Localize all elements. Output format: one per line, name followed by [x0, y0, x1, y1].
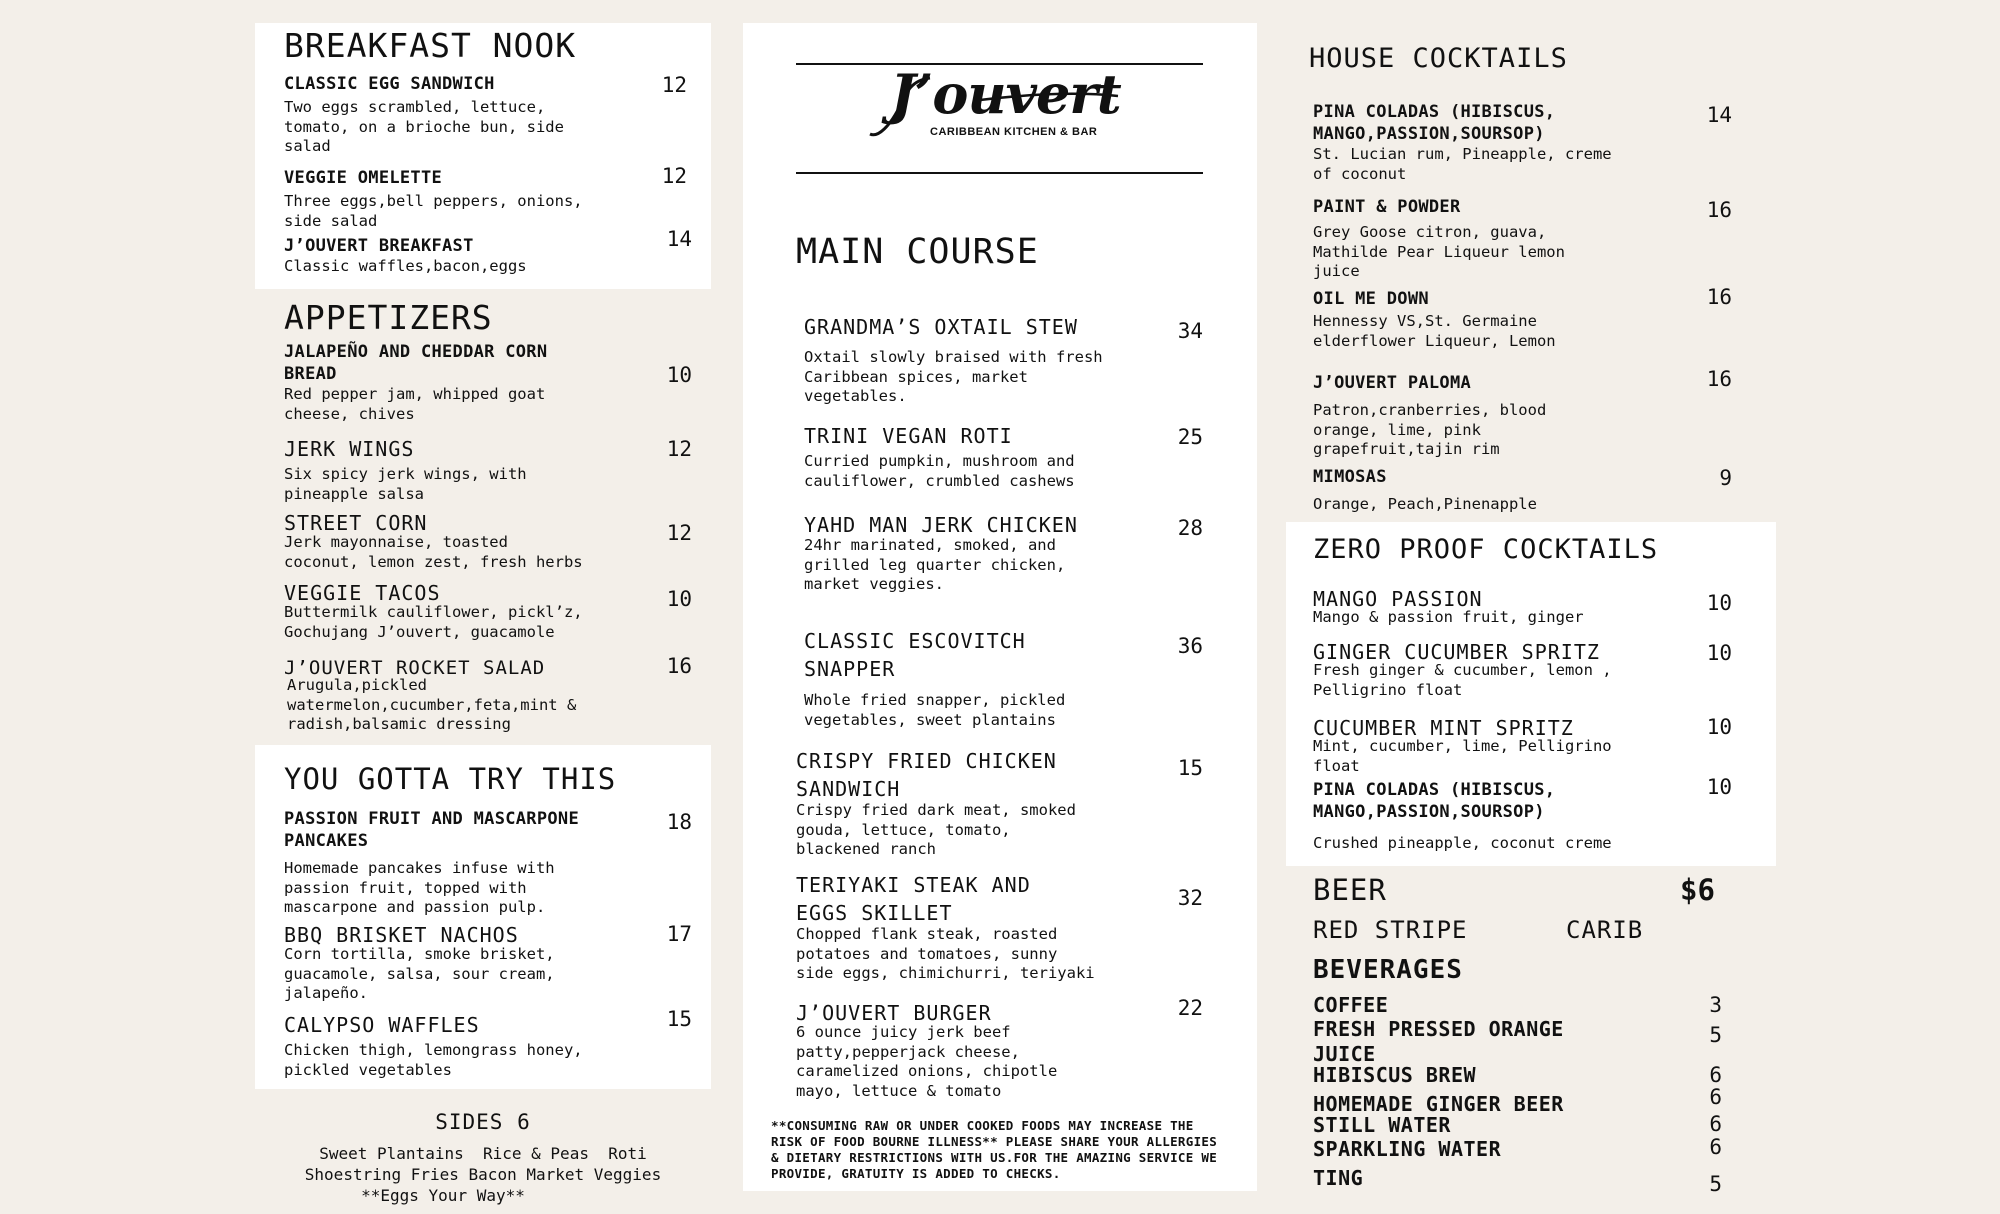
item-desc: Grey Goose citron, guava, Mathilde Pear Liqueur lemon juice [1313, 223, 1565, 280]
item-price: 18 [666, 810, 692, 834]
sides-line: **Eggs Your Way** [361, 1186, 525, 1205]
menu-item [1313, 639, 1633, 700]
item-desc: Six spicy jerk wings, with pineapple salsa [284, 465, 527, 503]
item-name: TRINI VEGAN ROTI [804, 424, 1013, 448]
item-name: OIL ME DOWN [1313, 289, 1429, 309]
menu-item [284, 235, 584, 277]
beverage-price: 6 [1709, 1085, 1722, 1109]
item-name: VEGGIE TACOS [284, 581, 441, 605]
menu-item [284, 510, 584, 572]
item-price: 16 [1706, 198, 1732, 222]
menu-item [1313, 466, 1613, 515]
item-name: MIMOSAS [1313, 467, 1387, 487]
item-price: 16 [1706, 285, 1732, 309]
item-price: 10 [1706, 591, 1732, 615]
beer-brand: RED STRIPE [1313, 916, 1468, 944]
beverage-name: STILL WATER [1313, 1113, 1451, 1137]
menu-item [284, 1012, 584, 1080]
item-desc: 24hr marinated, smoked, and grilled leg quarter chicken, market veggies. [804, 536, 1066, 593]
item-name: TERIYAKI STEAK AND EGGS SKILLET [796, 873, 1031, 925]
beer-title: BEER [1313, 873, 1387, 907]
item-desc: Orange, Peach,Pinenapple [1313, 495, 1537, 513]
item-price: 12 [661, 164, 687, 188]
item-price: 22 [1177, 996, 1203, 1020]
item-price: 25 [1177, 425, 1203, 449]
menu-item [804, 423, 1104, 491]
sides-line: Shoestring Fries Bacon Market Veggies [304, 1165, 662, 1184]
menu-item [1313, 372, 1573, 460]
item-desc: Patron,cranberries, blood orange, lime, pink grapefruit,tajin rim [1313, 401, 1547, 458]
item-desc: Mint, cucumber, lime, Pelligrino float [1313, 737, 1612, 775]
beverage-name: SPARKLING WATER [1313, 1137, 1502, 1161]
menu-item [1313, 779, 1613, 854]
item-price: 14 [666, 227, 692, 251]
item-price: 14 [1706, 103, 1732, 127]
menu-item [284, 655, 584, 735]
house-cocktails-title: HOUSE COCKTAILS [1309, 43, 1568, 74]
item-price: 32 [1177, 886, 1203, 910]
menu-item [284, 922, 584, 1004]
item-price: 36 [1177, 634, 1203, 658]
item-price: 12 [666, 521, 692, 545]
item-desc: Crushed pineapple, coconut creme [1313, 834, 1612, 852]
menu-item [284, 341, 574, 424]
item-price: 16 [666, 654, 692, 678]
item-name: CUCUMBER MINT SPRITZ [1313, 716, 1574, 740]
item-desc: Red pepper jam, whipped goat cheese, chives [284, 385, 546, 423]
item-price: 10 [1706, 715, 1732, 739]
item-price: 10 [666, 363, 692, 387]
item-name: PINA COLADAS (HIBISCUS, MANGO,PASSION,SOURSOP) [1313, 102, 1556, 144]
beverage-price: 3 [1709, 993, 1722, 1017]
item-name: MANGO PASSION [1313, 587, 1483, 611]
item-desc: Corn tortilla, smoke brisket, guacamole, salsa, sour cream, jalapeño. [284, 945, 555, 1002]
menu-item [1313, 715, 1613, 776]
item-name: CALYPSO WAFFLES [284, 1013, 480, 1037]
beverage-name: HIBISCUS BREW [1313, 1063, 1477, 1087]
main-course-title: MAIN COURSE [796, 232, 1039, 272]
item-price: 9 [1719, 466, 1732, 490]
sides-line: Sweet Plantains Rice & Peas Roti [319, 1144, 647, 1163]
menu-item [1313, 101, 1613, 184]
menu-item [1313, 288, 1573, 351]
item-desc: Crispy fried dark meat, smoked gouda, lettuce, tomato, blackened ranch [796, 801, 1076, 858]
beverage-name: JUICE [1313, 1042, 1376, 1066]
item-price: 12 [666, 437, 692, 461]
item-name: PASSION FRUIT AND MASCARPONE PANCAKES [284, 809, 579, 851]
logo-rule-bottom [796, 172, 1203, 174]
menu-item [1313, 196, 1613, 282]
beer-price: $6 [1680, 873, 1715, 907]
item-price: 28 [1177, 516, 1203, 540]
item-desc: Curried pumpkin, mushroom and cauliflower, crumbled cashews [804, 452, 1075, 490]
menu-item [284, 73, 574, 157]
item-name: PAINT & POWDER [1313, 197, 1461, 217]
menu-item [284, 580, 584, 642]
item-price: 16 [1706, 367, 1732, 391]
item-desc: Buttermilk cauliflower, pickl’z, Gochujang J’ouvert, guacamole [284, 603, 583, 641]
appetizers-title: APPETIZERS [284, 298, 493, 337]
disclaimer: **CONSUMING RAW OR UNDER COOKED FOODS MAY INCREASE THE RISK OF FOOD BOURNE ILLNESS** PLEASE SHARE YOUR ALLERGIES & DIETARY RESTRICTIONS WITH US.FOR THE AMAZING SERVICE WE PROVIDE, GRATUITY IS ADDED TO CHECKS. [771, 1118, 1218, 1181]
menu-item [804, 314, 1124, 407]
logo [860, 62, 1140, 146]
item-name: J’OUVERT BURGER [796, 1001, 992, 1025]
item-desc: Classic waffles,bacon,eggs [284, 257, 527, 275]
menu-item [804, 627, 1074, 730]
beverage-price: 6 [1709, 1063, 1722, 1087]
item-name: JALAPEÑO AND CHEDDAR CORN BREAD [284, 342, 548, 384]
item-price: 10 [666, 587, 692, 611]
item-desc: Chicken thigh, lemongrass honey, pickled vegetables [284, 1041, 583, 1079]
menu-item [804, 512, 1104, 595]
item-desc: Arugula,pickled watermelon,cucumber,feta,mint & radish,balsamic dressing [287, 676, 577, 733]
beverage-price: 5 [1709, 1023, 1722, 1047]
item-desc: Mango & passion fruit, ginger [1313, 608, 1584, 626]
beverage-name: HOMEMADE GINGER BEER [1313, 1092, 1564, 1116]
item-desc: Hennessy VS,St. Germaine elderflower Liqueur, Lemon [1313, 312, 1556, 350]
menu-item [284, 436, 584, 504]
menu-item [1313, 586, 1643, 628]
item-price: 10 [1706, 775, 1732, 799]
item-name: PINA COLADAS (HIBISCUS, MANGO,PASSION,SOURSOP) [1313, 780, 1556, 822]
menu-item [284, 808, 584, 918]
item-desc: Three eggs,bell peppers, onions, side salad [284, 192, 583, 230]
zero-proof-title: ZERO PROOF COCKTAILS [1313, 534, 1659, 565]
item-name: J’OUVERT ROCKET SALAD [284, 657, 546, 679]
item-desc: Fresh ginger & cucumber, lemon , Pelligrino float [1313, 661, 1612, 699]
item-name: GRANDMA’S OXTAIL STEW [804, 315, 1078, 339]
beverage-name: FRESH PRESSED ORANGE [1313, 1017, 1564, 1041]
beverage-price: 6 [1709, 1112, 1722, 1136]
item-name: J’OUVERT BREAKFAST [284, 236, 474, 256]
item-price: 15 [666, 1007, 692, 1031]
item-desc: 6 ounce juicy jerk beef patty,pepperjack cheese, caramelized onions, chipotle mayo, lettuce & tomato [796, 1023, 1058, 1100]
item-name: CLASSIC ESCOVITCH SNAPPER [804, 629, 1026, 681]
item-price: 12 [661, 73, 687, 97]
item-name: CRISPY FRIED CHICKEN SANDWICH [796, 749, 1057, 801]
sides-title: SIDES 6 [435, 1110, 531, 1134]
item-name: VEGGIE OMELETTE [284, 168, 443, 188]
menu-item [796, 1000, 1086, 1101]
item-desc: St. Lucian rum, Pineapple, creme of coconut [1313, 145, 1612, 183]
item-name: GINGER CUCUMBER SPRITZ [1313, 640, 1600, 664]
item-name: YAHD MAN JERK CHICKEN [804, 513, 1078, 537]
beverage-price: 6 [1709, 1135, 1722, 1159]
item-desc: Two eggs scrambled, lettuce, tomato, on a brioche bun, side salad [284, 98, 564, 155]
beer-brand: CARIB [1566, 916, 1644, 944]
menu-item [284, 167, 584, 231]
beverages-title: BEVERAGES [1313, 955, 1463, 985]
beverage-name: TING [1313, 1166, 1364, 1190]
item-name: J’OUVERT PALOMA [1313, 373, 1472, 393]
item-name: CLASSIC EGG SANDWICH [284, 74, 495, 94]
item-desc: Chopped flank steak, roasted potatoes and tomatoes, sunny side eggs, chimichurri, teriyaki [796, 925, 1095, 982]
item-name: STREET CORN [284, 511, 428, 535]
item-desc: Jerk mayonnaise, toasted coconut, lemon zest, fresh herbs [284, 533, 583, 571]
item-name: JERK WINGS [284, 437, 415, 461]
breakfast-title: BREAKFAST NOOK [284, 26, 577, 65]
item-price: 34 [1177, 319, 1203, 343]
item-name: BBQ BRISKET NACHOS [284, 923, 519, 947]
item-desc: Whole fried snapper, pickled vegetables, sweet plantains [804, 691, 1066, 729]
item-desc: Oxtail slowly braised with fresh Caribbean spices, market vegetables. [804, 348, 1103, 405]
sides-section [255, 1110, 711, 1205]
item-price: 17 [666, 922, 692, 946]
logo-script: J’ouvert [890, 62, 1121, 126]
beverage-price: 5 [1709, 1172, 1722, 1196]
beverage-name: COFFEE [1313, 993, 1389, 1017]
menu-item [796, 747, 1086, 860]
logo-subtitle: CARIBBEAN KITCHEN & BAR [930, 126, 1098, 138]
item-price: 10 [1706, 641, 1732, 665]
menu-item [796, 871, 1096, 984]
item-price: 15 [1177, 756, 1203, 780]
try-this-title: YOU GOTTA TRY THIS [284, 762, 617, 796]
item-desc: Homemade pancakes infuse with passion fruit, topped with mascarpone and passion pulp. [284, 859, 555, 916]
